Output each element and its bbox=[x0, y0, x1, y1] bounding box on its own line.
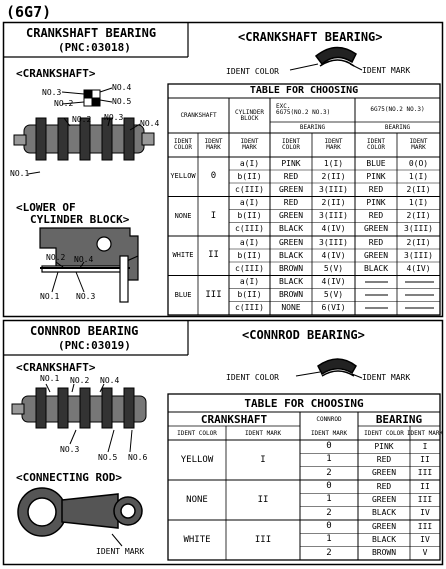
crank-table-cell: GREEN bbox=[278, 211, 304, 221]
crank-table-cell: BLACK bbox=[278, 277, 304, 287]
conrod-table-subheader: IDENT MARK bbox=[406, 429, 444, 437]
crank-table-cell: GREEN bbox=[278, 237, 304, 247]
crank-table-cell: 4(IV) bbox=[321, 224, 346, 234]
crank-table-cell: 2(II) bbox=[321, 171, 346, 181]
crank-table-cell: b(II) bbox=[237, 171, 262, 181]
crank-table-cell: GREEN bbox=[363, 250, 389, 260]
crank-table-cell: RED bbox=[368, 237, 384, 247]
journal-label: NO.2 bbox=[72, 115, 92, 124]
crank-ident-color: WHITE bbox=[172, 251, 194, 260]
crankshaft-drawing-icon bbox=[14, 88, 154, 174]
crank-table-cell: b(II) bbox=[237, 250, 262, 260]
conrod-table-cell: II bbox=[420, 481, 430, 491]
conrod-table-subheader: IDENT MARK bbox=[244, 429, 282, 437]
crank-table-cell: BROWN bbox=[278, 290, 304, 300]
h-cylinder-2: BLOCK bbox=[240, 114, 259, 122]
crank-table-cell: GREEN bbox=[278, 184, 304, 194]
crank-table-cell: 2(II) bbox=[406, 184, 431, 194]
crank-table-cell: GREEN bbox=[363, 224, 389, 234]
crank-table-cell: 2(II) bbox=[321, 198, 346, 208]
crank-table-cell: 2(II) bbox=[406, 211, 431, 221]
journal-label: NO.3 bbox=[104, 113, 124, 122]
crank-table-cell: 4(IV) bbox=[321, 277, 346, 287]
crank-table-cell: c(III) bbox=[235, 263, 264, 273]
crank-table-cell: 6(VI) bbox=[321, 303, 346, 313]
crank-table-cell: PINK bbox=[281, 158, 301, 168]
conrod-ident-color: NONE bbox=[186, 494, 208, 505]
conrod-crankshaft-drawing-icon bbox=[12, 384, 146, 452]
subheader-line: IDENT bbox=[173, 138, 193, 145]
subheader-line: IDENT bbox=[281, 138, 301, 145]
conrod-table-cell: 2 bbox=[326, 547, 332, 558]
crank-table-cell: 4(IV) bbox=[406, 263, 431, 273]
crank-table-h-cylinder bbox=[229, 98, 270, 133]
cylinder-block-drawing-icon bbox=[40, 228, 138, 302]
conrod-table-cell: 0 bbox=[326, 481, 332, 492]
conrod-header-title: CONNROD BEARING bbox=[30, 324, 139, 338]
crank-ident-mark-label: IDENT MARK bbox=[362, 66, 411, 75]
lower-block-label: <LOWER OF bbox=[16, 201, 76, 214]
subheader-line: MARK bbox=[411, 144, 426, 151]
crank-header-title: CRANKSHAFT BEARING bbox=[26, 26, 157, 40]
conrod-table-cell: 2 bbox=[326, 507, 332, 518]
conrod-header-pnc: (PNC:03019) bbox=[58, 339, 131, 352]
crank-table-cell: 1(I) bbox=[323, 158, 344, 168]
journal-label: NO.4 bbox=[140, 119, 160, 128]
crank-table-subheader bbox=[397, 134, 440, 156]
page-code: (6G7) bbox=[6, 3, 52, 21]
crank-ident-color: YELLOW bbox=[170, 172, 196, 181]
subheader-line: IDENT bbox=[366, 138, 386, 145]
pin-label: NO.5 bbox=[98, 453, 118, 462]
crank-ident-color: BLUE bbox=[174, 290, 192, 299]
conrod-table-cell: I bbox=[422, 441, 428, 451]
crank-table-cell: b(II) bbox=[237, 211, 262, 221]
h-exc-2: 6G75(NO.2 NO.3) bbox=[276, 109, 331, 116]
conrod-table-cell: BLACK bbox=[371, 508, 397, 518]
conrod-table-cell: GREEN bbox=[371, 468, 397, 478]
h-cylinder-1: CYLINDER bbox=[235, 108, 264, 116]
crank-table-cell: RED bbox=[283, 198, 299, 208]
pin-label: NO.4 bbox=[100, 376, 120, 385]
crank-table-cell: BROWN bbox=[278, 263, 304, 273]
conrod-table-cell: III bbox=[417, 468, 433, 478]
conrod-table-cell: GREEN bbox=[371, 494, 397, 504]
crank-table-cell: RED bbox=[368, 211, 384, 221]
conrod-table-h-connrod: CONNROD bbox=[316, 416, 342, 423]
crank-table-cell: BLUE bbox=[366, 158, 386, 168]
crank-table-cell: a(I) bbox=[239, 277, 260, 287]
conrod-table-cell: BROWN bbox=[371, 548, 397, 558]
crank-table-cell: 3(III) bbox=[404, 224, 433, 234]
crank-table-h-exc bbox=[270, 99, 355, 121]
subheader-line: IDENT bbox=[240, 138, 259, 145]
subheader-line: MARK bbox=[206, 144, 221, 151]
crank-table-subheader bbox=[270, 134, 312, 156]
conrod-table-cell: 1 bbox=[326, 494, 332, 505]
crank-table-cell: 3(III) bbox=[404, 250, 433, 260]
crank-table-h-6g75: 6G75(NO.2 NO.3) bbox=[370, 106, 425, 113]
crank-table-cell: 1(I) bbox=[408, 171, 429, 181]
subheader-line: COLOR bbox=[173, 144, 193, 151]
conrod-ident-mark-label: IDENT MARK bbox=[362, 373, 411, 382]
subheader-line: IDENT bbox=[204, 138, 223, 145]
pin-label: NO.6 bbox=[128, 453, 148, 462]
connecting-rod-label: <CONNECTING ROD> bbox=[16, 471, 122, 484]
conrod-table-subheader: IDENT MARK bbox=[310, 430, 348, 437]
crank-ident-mark: III bbox=[205, 289, 222, 300]
crankshaft-label: <CRANKSHAFT> bbox=[16, 67, 96, 80]
conrod-ident-mark: II bbox=[257, 494, 269, 505]
crank-table-cell: b(II) bbox=[237, 290, 262, 300]
conrod-ident-color-label: IDENT COLOR bbox=[226, 373, 279, 382]
crank-table-title: TABLE FOR CHOOSING bbox=[249, 85, 359, 96]
block-mark-label: NO.4 bbox=[74, 255, 94, 264]
conrod-table-cell: 1 bbox=[326, 534, 332, 545]
crank-table-cell: 0(O) bbox=[408, 158, 429, 168]
conrod-table-cell: RED bbox=[376, 454, 392, 464]
crank-table-subheader bbox=[229, 134, 270, 156]
conrod-table-cell: RED bbox=[376, 481, 392, 491]
h-exc-1: EXC. bbox=[276, 103, 291, 110]
conrod-table-h-bearing: BEARING bbox=[375, 412, 423, 426]
subheader-line: IDENT bbox=[324, 138, 343, 145]
conrod-table-cell: 1 bbox=[326, 454, 332, 465]
conrod-ident-color: YELLOW bbox=[180, 454, 214, 465]
crank-table-cell: BLACK bbox=[278, 250, 304, 260]
crank-table-cell: a(I) bbox=[239, 198, 260, 208]
crank-table-cell: 5(V) bbox=[323, 263, 344, 273]
crank-bearing-shell-icon bbox=[290, 47, 362, 70]
conrod-table-cell: V bbox=[422, 548, 428, 558]
journal-label: NO.5 bbox=[112, 97, 132, 106]
crank-ident-mark: 0 bbox=[210, 171, 217, 182]
crank-table-cell: a(I) bbox=[239, 158, 260, 168]
conrod-ident-color: WHITE bbox=[183, 534, 211, 545]
crank-table-cell: 5(V) bbox=[323, 290, 344, 300]
conrod-table-cell: GREEN bbox=[371, 521, 397, 531]
crank-table-subheader bbox=[312, 134, 355, 156]
crank-table-cell: 2(II) bbox=[406, 237, 431, 247]
conrod-title-right: <CONNROD BEARING> bbox=[242, 328, 365, 342]
pin-label: NO.1 bbox=[40, 374, 60, 383]
conrod-table-subheader: IDENT COLOR bbox=[364, 429, 404, 437]
crank-ident-color: NONE bbox=[174, 211, 192, 220]
pin-label: NO.3 bbox=[60, 445, 80, 454]
crank-table-h-crankshaft: CRANKSHAFT bbox=[180, 111, 217, 119]
crank-table-cell: a(I) bbox=[239, 237, 260, 247]
subheader-line: MARK bbox=[326, 144, 341, 151]
conrod-table-cell: BLACK bbox=[371, 534, 397, 544]
crank-ident-mark: I bbox=[210, 210, 217, 221]
block-mark-label: NO.3 bbox=[76, 292, 96, 301]
crank-title-right: <CRANKSHAFT BEARING> bbox=[238, 30, 383, 44]
conrod-table-h-crankshaft: CRANKSHAFT bbox=[200, 412, 268, 426]
block-mark-label: NO.1 bbox=[40, 292, 60, 301]
crank-table-cell: RED bbox=[283, 171, 299, 181]
conrod-table-title: TABLE FOR CHOOSING bbox=[244, 396, 364, 410]
conrod-ident-mark: I bbox=[260, 454, 266, 465]
crank-ident-mark: II bbox=[208, 250, 219, 261]
rod-ident-mark-label: IDENT MARK bbox=[96, 547, 145, 556]
conrod-table-cell: II bbox=[420, 454, 430, 464]
conrod-table-cell: PINK bbox=[374, 441, 394, 451]
crank-header-pnc: (PNC:03018) bbox=[58, 41, 131, 54]
crank-table-cell: c(III) bbox=[235, 303, 264, 313]
conrod-table-subheader: IDENT COLOR bbox=[177, 429, 217, 437]
conrod-bearing-shell-icon bbox=[296, 359, 362, 378]
crank-table-subheader bbox=[355, 134, 397, 156]
pin-label: NO.2 bbox=[70, 376, 90, 385]
crank-table-cell: 4(IV) bbox=[321, 250, 346, 260]
crank-table-subheader bbox=[198, 134, 229, 156]
crank-table-cell: RED bbox=[368, 184, 384, 194]
conrod-table-cell: 0 bbox=[326, 521, 332, 532]
journal-label: NO.4 bbox=[112, 83, 132, 92]
conrod-table-cell: III bbox=[417, 494, 433, 504]
crank-table-h-bearing: BEARING bbox=[299, 123, 326, 131]
subheader-line: IDENT bbox=[409, 138, 428, 145]
conrod-table-cell: III bbox=[417, 521, 433, 531]
crank-table-cell: 1(I) bbox=[408, 198, 429, 208]
conrod-table-cell: 0 bbox=[326, 441, 332, 452]
conrod-table-cell: IV bbox=[420, 534, 430, 544]
subheader-line: MARK bbox=[242, 144, 257, 151]
conrod-ident-mark: III bbox=[254, 534, 272, 545]
lower-block-label: CYLINDER BLOCK> bbox=[30, 213, 130, 226]
crank-table-cell: NONE bbox=[281, 303, 301, 313]
block-mark-label: NO.2 bbox=[46, 253, 66, 262]
subheader-line: COLOR bbox=[366, 144, 386, 151]
crank-table-cell: c(III) bbox=[235, 224, 264, 234]
subheader-line: COLOR bbox=[281, 144, 301, 151]
journal-label: NO.2 bbox=[54, 99, 74, 108]
crank-table-h-bearing: BEARING bbox=[384, 123, 411, 131]
conrod-table-cell: 2 bbox=[326, 467, 332, 478]
crank-table-cell: PINK bbox=[366, 198, 386, 208]
conrod-crankshaft-label: <CRANKSHAFT> bbox=[16, 361, 96, 374]
conrod-table-cell: IV bbox=[420, 508, 430, 518]
crank-ident-color-label: IDENT COLOR bbox=[226, 67, 279, 76]
crank-table-cell: BLACK bbox=[363, 263, 389, 273]
crank-table-cell: c(III) bbox=[235, 184, 264, 194]
crank-table-cell: BLACK bbox=[278, 224, 304, 234]
crank-table-cell: 3(III) bbox=[319, 237, 348, 247]
crank-table-cell: 3(III) bbox=[319, 184, 348, 194]
crank-table-cell: PINK bbox=[366, 171, 386, 181]
journal-label: NO.1 bbox=[10, 169, 30, 178]
connecting-rod-drawing-icon bbox=[18, 488, 142, 546]
crank-table-cell: 3(III) bbox=[319, 211, 348, 221]
crank-table-subheader bbox=[168, 134, 198, 156]
journal-label: NO.3 bbox=[42, 88, 62, 97]
